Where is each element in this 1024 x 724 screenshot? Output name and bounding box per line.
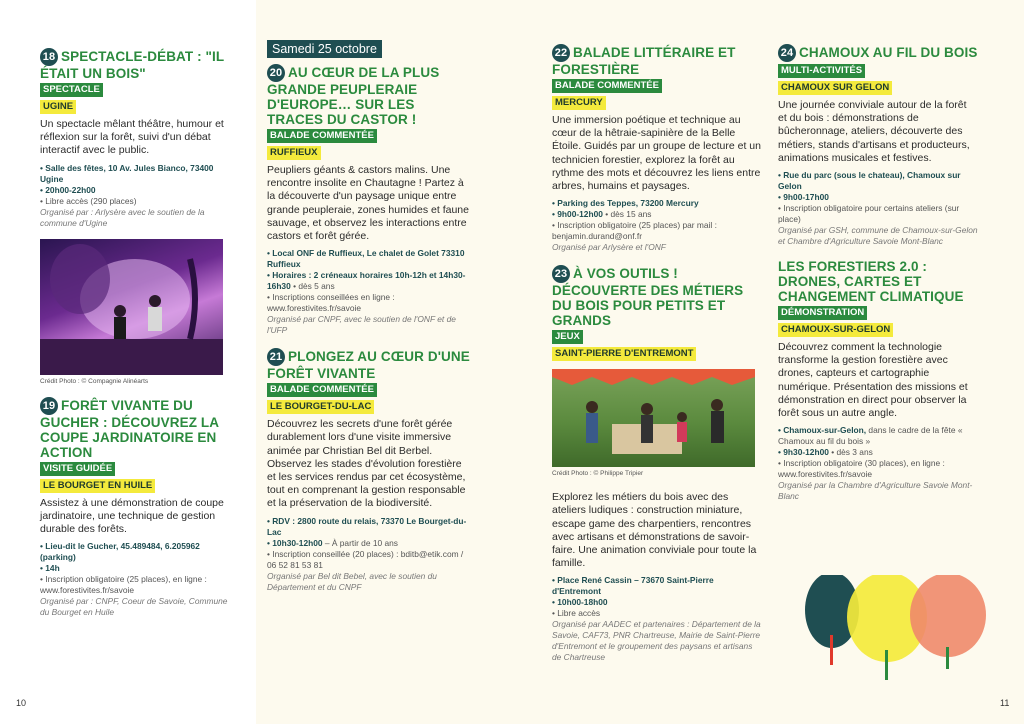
event-number-badge: 21 bbox=[267, 348, 285, 366]
event-title: 19 FORÊT VIVANTE DU GUCHER : DÉCOUVREZ LA COUPE JARDINATOIRE EN ACTION bbox=[40, 397, 219, 460]
event-type-tag: DÉMONSTRATION bbox=[778, 306, 867, 320]
event-title: 23 À VOS OUTILS ! DÉCOUVERTE DES MÉTIERS DU BOIS POUR PETITS ET GRANDS bbox=[552, 266, 744, 329]
photo-credit: Crédit Photo : © Compagnie Alinéarts bbox=[40, 377, 149, 385]
photo-credit: Crédit Photo : © Philippe Tripier bbox=[552, 470, 644, 478]
event-place-tag: RUFFIEUX bbox=[267, 146, 321, 160]
event-place-tag: SAINT-PIERRE D'ENTREMONT bbox=[552, 347, 696, 361]
event-description: Découvrez comment la technologie transforme la gestion forestière avec drones, capteurs et cartographie numérique. Présentation des missions et démonstration en direct pour observer la forêt sous un autre angle. bbox=[778, 341, 968, 420]
event-type-tag: SPECTACLE bbox=[40, 83, 103, 97]
event-title: 22 BALADE LITTÉRAIRE ET FORESTIÈRE bbox=[552, 45, 736, 77]
event-type-tag: BALADE COMMENTÉE bbox=[552, 79, 662, 93]
event-type-tag: BALADE COMMENTÉE bbox=[267, 383, 377, 397]
event-type-tag: JEUX bbox=[552, 330, 583, 344]
event-info: • Salle des fêtes, 10 Av. Jules Bianco, 73400 Ugine • 20h00-22h00 • Libre accès (290 places) Organisé par : Arlysère avec le soutien de la commune d'Ugine bbox=[40, 162, 214, 228]
event-number-badge: 20 bbox=[267, 64, 285, 82]
page-number-right: 11 bbox=[1000, 698, 1010, 708]
event-number-badge: 23 bbox=[552, 265, 570, 283]
event-place-tag: CHAMOUX-SUR-GELON bbox=[778, 323, 893, 337]
event-description: Peupliers géants & castors malins. Une rencontre insolite en Chautagne ! Partez à la découverte d'un paysage unique entre grande peupleraie, zones humides et faune sauvage, et observez les interactions entre castors et forêt gérée. bbox=[267, 164, 469, 243]
event-20 bbox=[267, 64, 472, 336]
event-21 bbox=[267, 348, 472, 592]
event-description: Un spectacle mêlant théâtre, humour et réflexion sur la forêt, suivi d'un débat interactif avec le public. bbox=[40, 118, 224, 157]
event-number-badge: 18 bbox=[40, 48, 58, 66]
workshop-photo-illustration bbox=[552, 369, 755, 467]
event-photo-theatre bbox=[40, 239, 223, 375]
event-number-badge: 22 bbox=[552, 44, 570, 62]
event-photo-workshop bbox=[552, 369, 755, 467]
event-23 bbox=[552, 265, 762, 663]
tree-coral bbox=[910, 575, 986, 657]
event-info: • Chamoux-sur-Gelon, dans le cadre de la fête « Chamoux au fil du bois » • 9h30-12h00 • dès 3 ans • Inscription obligatoire (30 places), en ligne : www.forestivites.fr/savoie Organisé par la Chambre d'Agriculture Savoie Mont-Blanc bbox=[778, 425, 973, 502]
event-description: Assistez à une démonstration de coupe jardinatoire, une technique de gestion durable des forêts. bbox=[40, 496, 224, 536]
column-1 bbox=[40, 48, 232, 630]
decorative-trees-illustration bbox=[800, 575, 990, 685]
column-3 bbox=[552, 44, 762, 675]
event-place-tag: LE BOURGET-DU-LAC bbox=[267, 400, 374, 414]
event-title: LES FORESTIERS 2.0 : DRONES, CARTES ET CHANGEMENT CLIMATIQUE bbox=[778, 259, 964, 305]
event-place-tag: UGINE bbox=[40, 100, 76, 114]
event-22 bbox=[552, 44, 762, 253]
event-description: Explorez les métiers du bois avec des ateliers ludiques : construction miniature, escape game des charpentiers, rencontres avec artisans et démonstrations de savoir-faire. Une animation conviviale pour toute la famille. bbox=[552, 491, 757, 570]
column-4 bbox=[778, 44, 978, 514]
event-place-tag: CHAMOUX SUR GELON bbox=[778, 81, 892, 95]
event-description: Découvrez les secrets d'une forêt gérée durablement lors d'une visite immersive animée par Christian Bel dit Berbel. Observez les stades d'évolution forestière et les services rendus par cet écosystème, tout en comprenant la gestion responsable et la préservation de la biodiversité. bbox=[267, 418, 466, 510]
event-type-tag: VISITE GUIDÉE bbox=[40, 462, 115, 476]
event-18 bbox=[40, 48, 232, 385]
event-info: • Place René Cassin – 73670 Saint-Pierre d'Entremont • 10h00-18h00 • Libre accès Organisé par AADEC et partenaires : Département de la Savoie, CAF73, PNR Chartreuse, Mairie de Saint-Pierre d'Entremont et le groupement des paysans et artisans de Chartreuse bbox=[552, 575, 761, 663]
event-place-tag: MERCURY bbox=[552, 96, 606, 110]
event-type-tag: BALADE COMMENTÉE bbox=[267, 129, 377, 143]
event-title: 18 SPECTACLE-DÉBAT : "IL ÉTAIT UN BOIS" bbox=[40, 49, 224, 81]
event-title: 24 CHAMOUX AU FIL DU BOIS bbox=[778, 44, 978, 62]
event-info: • Rue du parc (sous le chateau), Chamoux sur Gelon • 9h00-17h00 • Inscription obligatoire pour certains ateliers (sur place) Organisé par GSH, commune de Chamoux-sur-Gelon et Chambre d'Agriculture Savoie Mont-Blanc bbox=[778, 170, 978, 247]
event-info: • Lieu-dit le Gucher, 45.489484, 6.205962 (parking) • 14h • Inscription obligatoire (25 places), en ligne : www.forestivites.fr/savoie Organisé par : CNPF, Coeur de Savoie, Commune du Bourget en Huile bbox=[40, 541, 228, 618]
page-number-left: 10 bbox=[16, 698, 27, 708]
event-info: • RDV : 2800 route du relais, 73370 Le Bourget-du-Lac • 10h30-12h00 – À partir de 10 ans • Inscription conseillée (20 places) : bditb@etik.com / 06 52 81 53 81 Organisé par Bel dit Bebel, avec le soutien du Département et du CNPF bbox=[267, 515, 467, 592]
date-heading: Samedi 25 octobre bbox=[267, 40, 382, 58]
event-type-tag: MULTI-ACTIVITÉS bbox=[778, 64, 865, 78]
event-description: Une immersion poétique et technique au cœur de la hêtraie-sapinière de la Belle Étoile. Guidés par un groupe de lecture et un technicien forestier, explorez la forêt au rythme des mots et découvrez les liens entre arbres, humains et paysages. bbox=[552, 114, 761, 193]
theatre-photo-illustration bbox=[40, 239, 223, 375]
event-19 bbox=[40, 397, 232, 619]
event-25 bbox=[778, 259, 978, 502]
event-info: • Local ONF de Ruffieux, Le chalet de Golet 73310 Ruffieux • Horaires : 2 créneaux horaires 10h-12h et 14h30-16h30 • dès 5 ans • Inscriptions conseillées en ligne : www.forestivites.fr/savoie Organisé par CNPF, avec le soutien de l'ONF et de l'UFP bbox=[267, 248, 466, 336]
event-description: Une journée conviviale autour de la forêt et du bois : démonstrations de bûcheronnage, ateliers, découverte des métiers, stands d'artisans et producteurs, animations musicales et festives. bbox=[778, 99, 970, 164]
column-2 bbox=[267, 40, 472, 605]
event-number-badge: 19 bbox=[40, 397, 58, 415]
event-title: 21 PLONGEZ AU CŒUR D'UNE FORÊT VIVANTE bbox=[267, 349, 470, 382]
event-24 bbox=[778, 44, 978, 247]
event-title: 20 AU CŒUR DE LA PLUS GRANDE PEUPLERAIE D'EUROPE… SUR LES TRACES DU CASTOR ! bbox=[267, 65, 440, 127]
event-place-tag: LE BOURGET EN HUILE bbox=[40, 479, 155, 493]
event-info: • Parking des Teppes, 73200 Mercury • 9h00-12h00 • dès 15 ans • Inscription obligatoire (25 places) par mail : benjamin.durand@onf.fr Organisé par Arlysère et l'ONF bbox=[552, 198, 717, 253]
event-number-badge: 24 bbox=[778, 44, 796, 62]
